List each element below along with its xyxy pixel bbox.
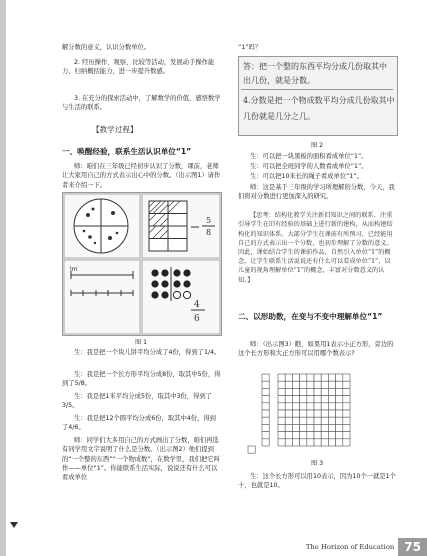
hundred-square-cell (328, 417, 335, 424)
hundred-square-cell (336, 396, 343, 403)
left-p1: 解分数的意义，认识分数单位。 (62, 44, 151, 51)
hundred-square-cell (285, 396, 292, 403)
hundred-square-cell (328, 439, 335, 446)
right-r5: 师：（出示图3）瞧，如果用1表示小正方形，旁边的这个长方形和大正方形可以用哪个数表示? (238, 341, 394, 358)
figure2-divider (241, 89, 393, 90)
hundred-square-cell (292, 381, 299, 388)
reflection-note: 【思考：结构化教学关注新旧知识之间的联系，注重引导学生在旧有经验的基础上进行新的建构，从而构建结构化的知识体系。大部分学生在课前有所预习，已经能用自己的方式表示出一个分数，也初步理解了分数的意义。因此，课始结合学生的课前作品，自然引入单位“1”的概念，让学生联系生活说说还有什么可以看成单位“1”，以儿童的视角理解单位“1”的概念，丰富对分数意义的认知。】 (238, 212, 393, 284)
right-r2: 生：可以把全班同学的人数看成单位“1”。 (250, 163, 368, 170)
hundred-square-cell (343, 403, 350, 410)
ten-rectangle-cell (262, 417, 269, 424)
hundred-square-cell (314, 396, 321, 403)
hundred-square-cell (307, 396, 314, 403)
hundred-square-cell (278, 381, 285, 388)
figure1-caption: 图 1 (134, 339, 148, 346)
hundred-square-cell (336, 410, 343, 417)
hundred-square-cell (314, 374, 321, 381)
hundred-square-cell (336, 424, 343, 431)
hundred-square-cell (300, 417, 307, 424)
hundred-square-cell (285, 403, 292, 410)
hundred-square-cell (343, 417, 350, 424)
right-p0: “1”吗？ (238, 44, 262, 51)
hundred-square-cell (328, 432, 335, 439)
hundred-square-cell (343, 381, 350, 388)
hundred-square-cell (300, 410, 307, 417)
hundred-square-cell (321, 403, 328, 410)
page-number: 75 (398, 538, 427, 556)
svg-text:5: 5 (206, 216, 212, 225)
hundred-square-cell (336, 432, 343, 439)
hundred-square-cell (321, 432, 328, 439)
hundred-square-cell (300, 396, 307, 403)
hundred-square-cell (278, 410, 285, 417)
hundred-square-cell (328, 396, 335, 403)
hundred-square-cell (343, 410, 350, 417)
hundred-square-cell (328, 410, 335, 417)
hundred-square-cell (343, 424, 350, 431)
hundred-square-cell (314, 381, 321, 388)
hundred-square-cell (343, 432, 350, 439)
hundred-square-cell (300, 381, 307, 388)
hundred-square-cell (307, 403, 314, 410)
figure1 (62, 192, 222, 336)
hundred-square-cell (278, 417, 285, 424)
hundred-square-cell (314, 388, 321, 395)
hundred-square-cell (278, 374, 285, 381)
hundred-square-cell (307, 417, 314, 424)
margin-triangle-icon (10, 522, 18, 528)
hundred-square-cell (314, 417, 321, 424)
hundred-square-cell (314, 432, 321, 439)
hundred-square-cell (336, 439, 343, 446)
ten-rectangle-cell (262, 424, 269, 431)
ten-rectangle-cell (262, 410, 269, 417)
hundred-square-cell (328, 403, 335, 410)
section1-title: 一、唤醒经验，联系生活认识单位“1” (62, 147, 192, 156)
left-p3: 3. 在充分的探索活动中，了解数学的价值，感悟数学与生活的联系。 (62, 95, 221, 112)
figure2-line3: 4.分数是把一个物成数平均分成几份取其中 (243, 96, 395, 105)
left-margin-bar (0, 0, 6, 556)
ten-rectangle-cell (262, 396, 269, 403)
hundred-square-cell (292, 424, 299, 431)
hundred-square-cell (292, 439, 299, 446)
ten-rectangle-cell (262, 374, 269, 381)
svg-text:8: 8 (206, 228, 212, 237)
figure3-grid (246, 370, 394, 454)
hundred-square-cell (278, 388, 285, 395)
hundred-square-cell (321, 424, 328, 431)
ten-rectangle-cell (262, 381, 269, 388)
hundred-square-cell (292, 403, 299, 410)
hundred-square-cell (321, 388, 328, 395)
left-s3: 生：我是把1米平均分成5份，取其中3份，得到了3/5。 (62, 393, 212, 410)
hundred-square-cell (285, 432, 292, 439)
hundred-square-cell (343, 388, 350, 395)
hundred-square-cell (307, 388, 314, 395)
hundred-square-cell (285, 439, 292, 446)
left-s2: 生：我是把一个长方形平均分成8份，取其中5份，得到了5/8。 (62, 371, 221, 388)
hundred-square-cell (328, 374, 335, 381)
svg-text:4: 4 (194, 300, 200, 310)
hundred-square-cell (336, 381, 343, 388)
hundred-square-cell (292, 388, 299, 395)
hundred-square-cell (307, 424, 314, 431)
hundred-square-cell (285, 417, 292, 424)
hundred-square-cell (278, 403, 285, 410)
left-s4: 生：我是把12个圆平均分成6份，取其中4份，得到了4/6。 (62, 415, 216, 432)
hundred-square-cell (300, 403, 307, 410)
hundred-square-cell (300, 374, 307, 381)
hundred-square-cell (307, 439, 314, 446)
hundred-square-cell (328, 388, 335, 395)
right-r6: 生：这个长方形可以用10表示，因为10个一就是1个十，也就是10。 (238, 473, 396, 490)
ten-rectangle-cell (262, 403, 269, 410)
hundred-square-cell (307, 381, 314, 388)
hundred-square-cell (278, 396, 285, 403)
hundred-square-cell (285, 388, 292, 395)
hundred-square-cell (278, 424, 285, 431)
hundred-square-cell (328, 381, 335, 388)
figure1-drawings (63, 193, 221, 335)
hundred-square-cell (292, 417, 299, 424)
hundred-square-cell (278, 432, 285, 439)
hundred-square-cell (321, 410, 328, 417)
left-p4: 师：咱们在三年级已经初步认识了分数，课前，老师让大家用自己的方式表示出心中的分数。（出示图1）请作者来介绍一下。 (62, 163, 221, 189)
page-footer (237, 538, 427, 556)
right-r3: 生：可以把10米长的绳子看成单位“1”。 (250, 173, 363, 180)
hundred-square-cell (292, 374, 299, 381)
section-process-title: 【教学过程】 (92, 125, 138, 134)
hundred-square-cell (314, 410, 321, 417)
hundred-square-cell (336, 417, 343, 424)
hundred-square-cell (343, 439, 350, 446)
hundred-square-cell (314, 439, 321, 446)
hundred-square-cell (321, 374, 328, 381)
hundred-square-cell (314, 424, 321, 431)
figure3-caption: 图 3 (310, 460, 324, 467)
hundred-square-cell (321, 439, 328, 446)
right-r1: 生：可以把一块黑板的面积看成单位“1”。 (250, 153, 368, 160)
left-s1: 生：我是把一个块儿饼平均分成了4份，得到了1/4。 (74, 349, 221, 356)
hundred-square-cell (300, 432, 307, 439)
hundred-square-cell (300, 388, 307, 395)
figure2 (238, 56, 398, 136)
svg-text:lm: lm (70, 266, 78, 273)
hundred-square-cell (314, 403, 321, 410)
unit-square (248, 446, 255, 453)
hundred-square-cell (292, 410, 299, 417)
svg-text:6: 6 (194, 314, 200, 324)
right-r4: 师：这是基于三年级的学习所理解的分数，今天，我们将对分数进行更加深入的研究。 (238, 184, 395, 201)
hundred-square-cell (292, 396, 299, 403)
hundred-square-cell (343, 396, 350, 403)
figure2-line4: 几份就是几分之几。 (243, 112, 315, 121)
hundred-square-cell (300, 439, 307, 446)
section2-title: 二、以形助数，在变与不变中理解单位“1” (238, 312, 383, 321)
hundred-square-cell (285, 381, 292, 388)
ten-rectangle-cell (262, 388, 269, 395)
hundred-square-cell (300, 424, 307, 431)
hundred-square-cell (285, 410, 292, 417)
ten-rectangle-cell (262, 432, 269, 439)
hundred-square-cell (336, 388, 343, 395)
figure2-caption: 图 2 (310, 142, 324, 149)
hundred-square-cell (336, 374, 343, 381)
hundred-square-cell (278, 439, 285, 446)
hundred-square-cell (336, 403, 343, 410)
figure3 (246, 370, 394, 454)
left-s5: 师：同学们大多用自己的方式画出了分数，咱们再选有同学用文字说明了什么是分数。（出示图2）他们提到的“一个整的东西”“一个物成数”，在数学里，我们把它叫作——单位“1”。你能联系生活实际，说说还有什么可以看成单位 (62, 437, 220, 482)
hundred-square-cell (321, 396, 328, 403)
left-p2: 2. 经历操作、观察、比较等活动，发展动手操作能力、归纳概括能力，进一步提升数感。 (62, 59, 215, 76)
hundred-square-cell (307, 432, 314, 439)
hundred-square-cell (307, 374, 314, 381)
hundred-square-cell (307, 410, 314, 417)
hundred-square-cell (343, 374, 350, 381)
hundred-square-cell (285, 374, 292, 381)
hundred-square-cell (292, 432, 299, 439)
hundred-square-cell (321, 417, 328, 424)
ten-rectangle-cell (262, 439, 269, 446)
figure2-line2: 出几份，就是分数。 (243, 76, 315, 85)
hundred-square-cell (285, 424, 292, 431)
figure2-line1: 答：把一个整的东西平均分成几份取其中 (243, 62, 387, 71)
hundred-square-cell (328, 424, 335, 431)
journal-name: The Horizon of Education (305, 543, 395, 551)
hundred-square-cell (321, 381, 328, 388)
